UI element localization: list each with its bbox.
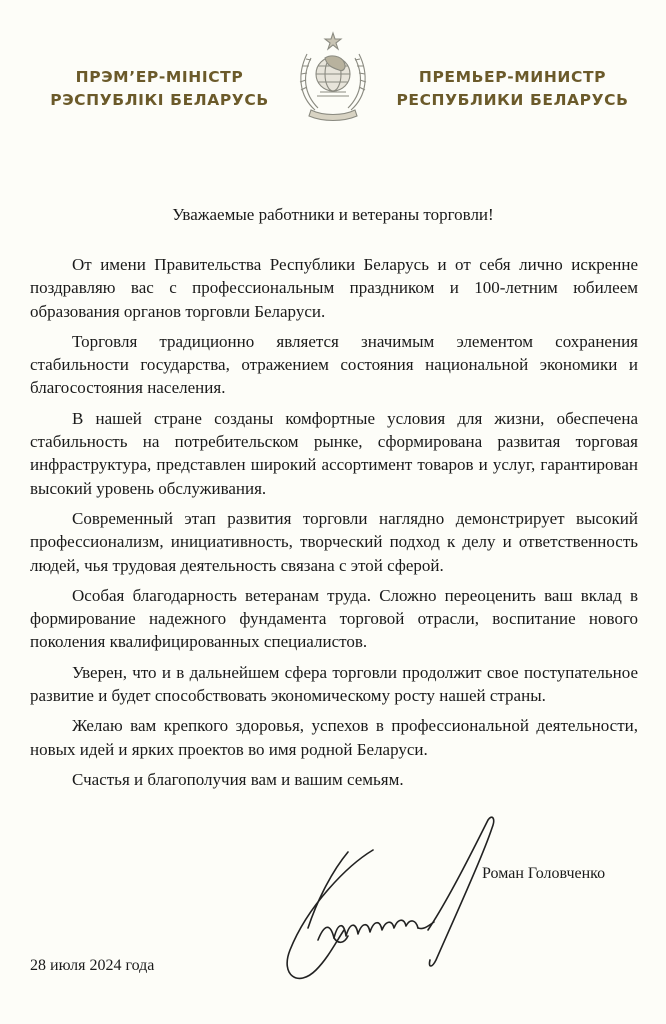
signer-name: Роман Головченко: [482, 865, 606, 882]
letterhead-right-line2: РЕСПУБЛИКИ БЕЛАРУСЬ: [396, 91, 629, 109]
letter-date: 28 июля 2024 года: [30, 957, 155, 974]
paragraph: Современный этап развития торговли наглядно демонстрирует высокий профессионализм, инициативность, творческий подход к делу и ответственность людей, чья трудовая деятельность связана с этой сферой.: [30, 508, 638, 575]
paragraph: Особая благодарность ветеранам труда. Сложно переоценить ваш вклад в формирование надежного фундамента торговой отрасли, воспитание нового поколения квалифицированных специалистов.: [30, 585, 638, 652]
belarus-state-emblem-icon: [287, 30, 379, 122]
letterhead-title-belarusian: [32, 66, 287, 112]
paragraph: От имени Правительства Республики Беларусь и от себя лично искренне поздравляю вас с профессиональным праздником и 100-летним юбилеем образования органов торговли Беларуси.: [30, 255, 638, 321]
letterhead-left-line2: РЭСПУБЛІКІ БЕЛАРУСЬ: [50, 91, 269, 109]
paragraph: В нашей стране созданы комфортные условия для жизни, обеспечена стабильность на потребительском рынке, сформирована развитая торговая инфраструктура, представлен широкий ассортимент товаров и услуг, гарантирован высокий уровень обслуживания.: [30, 408, 638, 498]
letter-body: [30, 253, 638, 798]
paragraph: Счастья и благополучия вам и вашим семьям.: [72, 769, 404, 789]
paragraph: Уверен, что и в дальнейшем сфера торговли продолжит свое поступательное развитие и будет способствовать экономическому росту нашей страны.: [30, 662, 638, 706]
letterhead-right-line1: ПРЕМЬЕР-МИНИСТР: [418, 68, 607, 86]
salutation: Уважаемые работники и ветераны торговли!: [172, 205, 494, 224]
paragraph: Торговля традиционно является значимым элементом сохранения стабильности государства, отражением состояния национальной экономики и благосостояния населения.: [30, 331, 638, 398]
letterhead-left-line1: ПРЭМ’ЕР-МІНІСТР: [75, 68, 244, 86]
handwritten-signature: [278, 810, 503, 995]
paragraph: Желаю вам крепкого здоровья, успехов в профессиональной деятельности, новых идей и ярких проектов во имя родной Беларуси.: [30, 716, 638, 759]
letterhead-title-russian: [385, 66, 640, 112]
letterhead: [0, 30, 666, 130]
